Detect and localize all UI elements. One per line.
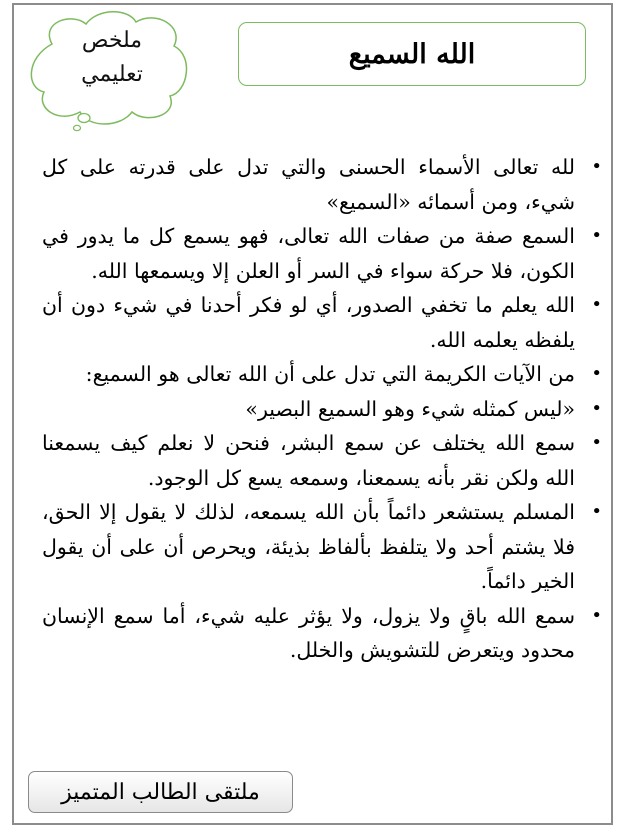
footer-button[interactable] [28, 771, 293, 813]
bullet-icon: • [591, 501, 602, 522]
list-item [42, 357, 608, 392]
list-item-text: لله تعالى الأسماء الحسنى والتي تدل على قدرته على كل شيء، ومن أسمائه «السميع» [42, 155, 575, 214]
list-item-text: «ليس كمثله شيء وهو السميع البصير» [245, 396, 575, 421]
list-item [42, 392, 608, 427]
bullet-icon: • [591, 363, 602, 384]
bullet-list [42, 150, 608, 668]
list-item-text: السمع صفة من صفات الله تعالى، فهو يسمع كل ما يدور في الكون، فلا حركة سواء في السر أو العلن إلا ويسمعها الله. [42, 224, 575, 283]
footer-label: ملتقى الطالب المتميز [61, 779, 260, 805]
list-item [42, 288, 608, 357]
list-item [42, 495, 608, 599]
list-item [42, 150, 608, 219]
list-item-text: الله يعلم ما تخفي الصدور، أي لو فكر أحدنا في شيء دون أن يلفظه يعلمه الله. [42, 293, 575, 352]
cloud-line-2: تعليمي [81, 62, 143, 87]
bullet-icon: • [591, 397, 602, 419]
list-item-text: سمع الله يختلف عن سمع البشر، فنحن لا نعلم كيف يسمعنا الله ولكن نقر بأنه يسمعنا، وسمعه يسع كل الوجود. [42, 431, 575, 490]
bullet-icon: • [591, 432, 602, 453]
list-item [42, 219, 608, 288]
bullet-icon: • [591, 156, 602, 177]
page-title: الله السميع [348, 38, 476, 70]
cloud-label [58, 24, 166, 92]
bullet-icon: • [591, 604, 602, 626]
title-box [238, 22, 586, 86]
cloud-line-1: ملخص [81, 28, 143, 53]
list-item-text: سمع الله باقٍ ولا يزول، ولا يؤثر عليه شيء، أما سمع الإنسان محدود ويتعرض للتشويش والخلل. [42, 603, 575, 662]
summary-content [42, 150, 608, 668]
bullet-icon: • [591, 225, 602, 246]
list-item-text: من الآيات الكريمة التي تدل على أن الله تعالى هو السميع: [85, 362, 575, 386]
bullet-icon: • [591, 294, 602, 315]
list-item [42, 426, 608, 495]
list-item [42, 599, 608, 668]
list-item-text: المسلم يستشعر دائماً بأن الله يسمعه، لذلك لا يقول إلا الحق، فلا يشتم أحد ولا يتلفظ بألفاظ بذيئة، ويحرص أن على أن يقول الخير دائماً. [42, 500, 575, 593]
